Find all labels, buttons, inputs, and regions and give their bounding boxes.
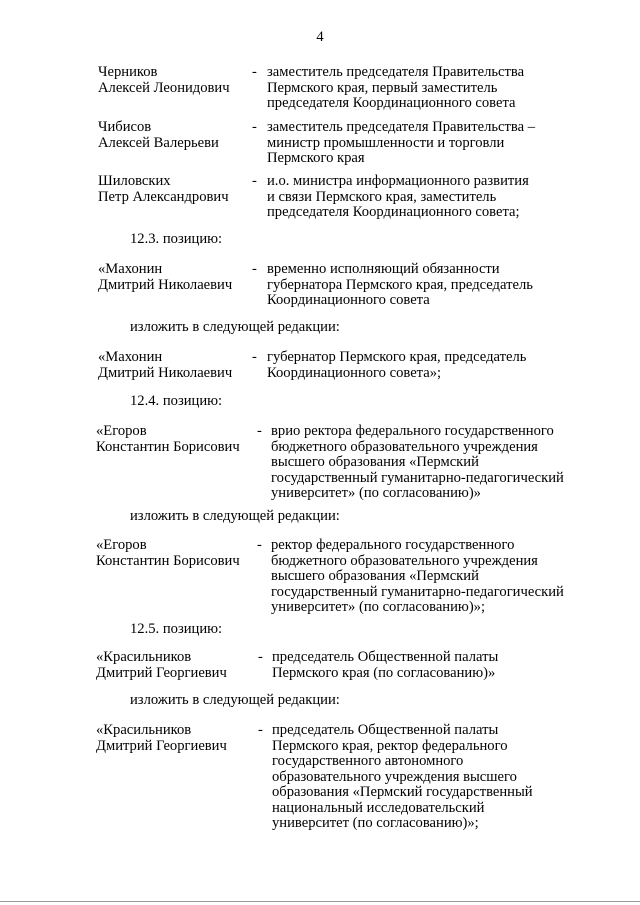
position-description [272,723,577,832]
person-name [98,65,230,96]
description-line: Пермского края, первый заместитель [267,79,498,96]
description-line: высшего образования «Пермский [271,568,479,584]
description-line: губернатора Пермского края, председатель [267,276,533,293]
description-line: ректор федерального государственного [271,537,515,553]
paragraph-edit: изложить в следующей редакции: [130,319,340,335]
description-line: и связи Пермского края, заместитель [267,188,497,205]
position-description [272,650,577,681]
given-names: Константин Борисович [96,552,240,569]
surname: Чибисов [98,119,152,135]
person-name [98,350,232,381]
dash: - [252,349,257,365]
person-name [96,538,240,569]
description-line: министр промышленности и торговли [267,134,505,151]
paragraph-edit: изложить в следующей редакции: [130,692,340,708]
description-line: заместитель председателя Правительства [267,64,525,80]
position-description [267,350,580,381]
position-description [271,538,582,616]
surname: Шиловских [98,173,171,189]
person-name [98,120,219,151]
description-line: государственный гуманитарно-педагогический [271,583,564,600]
given-names: Алексей Валерьеви [98,134,219,151]
paragraph-12-4: 12.4. позицию: [130,393,223,409]
position-description [267,65,580,112]
description-line: председателя Координационного совета [267,95,516,111]
paragraph-edit: изложить в следующей редакции: [130,508,340,524]
description-line: губернатор Пермского края, председатель [267,349,527,365]
description-line: образования «Пермский государственный [272,784,533,800]
position-description [271,424,582,502]
dash: - [252,261,257,277]
paragraph-12-5: 12.5. позицию: [130,621,223,637]
dash: - [257,423,262,439]
description-line: бюджетного образовательного учреждения [271,438,538,455]
surname: «Егоров [96,537,147,553]
description-line: университет» (по согласованию)»; [271,599,486,615]
description-line: временно исполняющий обязанности [267,261,500,277]
page-number: 4 [316,29,324,45]
given-names: Дмитрий Георгиевич [96,664,227,681]
given-names: Дмитрий Георгиевич [96,737,227,754]
person-name [96,723,227,754]
description-line: образовательного учреждения высшего [272,768,517,785]
description-line: Координационного совета [267,292,430,308]
paragraph-12-3: 12.3. позицию: [130,231,223,247]
description-line: Пермского края [267,150,365,166]
description-line: Координационного совета»; [267,364,442,381]
surname: «Егоров [96,423,147,439]
description-line: председатель Общественной палаты [272,649,499,665]
given-names: Константин Борисович [96,438,240,455]
position-description [267,262,580,309]
surname: «Красильников [96,722,192,738]
surname: «Красильников [96,649,192,665]
person-name [98,174,229,205]
dash: - [257,537,262,553]
position-description [267,120,580,167]
description-line: Пермского края, ректор федерального [272,737,508,754]
description-line: заместитель председателя Правительства – [267,119,535,135]
given-names: Петр Александрович [98,188,229,205]
description-line: врио ректора федерального государственного [271,423,554,439]
dash: - [258,722,263,738]
description-line: национальный исследовательский [272,799,485,816]
surname: Черников [98,64,158,80]
dash: - [252,173,257,189]
person-name [96,424,240,455]
dash: - [258,649,263,665]
given-names: Дмитрий Николаевич [98,364,233,381]
person-name [98,262,232,293]
description-line: председатель Общественной палаты [272,722,499,738]
person-name [96,650,227,681]
surname: «Махонин [98,349,163,365]
description-line: и.о. министра информационного развития [267,173,529,189]
dash: - [252,64,257,80]
description-line: университет (по согласованию)»; [272,815,479,831]
surname: «Махонин [98,261,163,277]
position-description [267,174,580,221]
description-line: государственного автономного [272,753,464,769]
description-line: Пермского края (по согласованию)» [272,664,496,681]
description-line: государственный гуманитарно-педагогический [271,469,564,486]
description-line: председателя Координационного совета; [267,204,520,220]
dash: - [252,119,257,135]
given-names: Дмитрий Николаевич [98,276,233,293]
description-line: университет» (по согласованию)» [271,485,481,501]
page-bottom-rule [0,901,640,902]
description-line: высшего образования «Пермский [271,454,479,470]
given-names: Алексей Леонидович [98,79,230,96]
description-line: бюджетного образовательного учреждения [271,552,538,569]
